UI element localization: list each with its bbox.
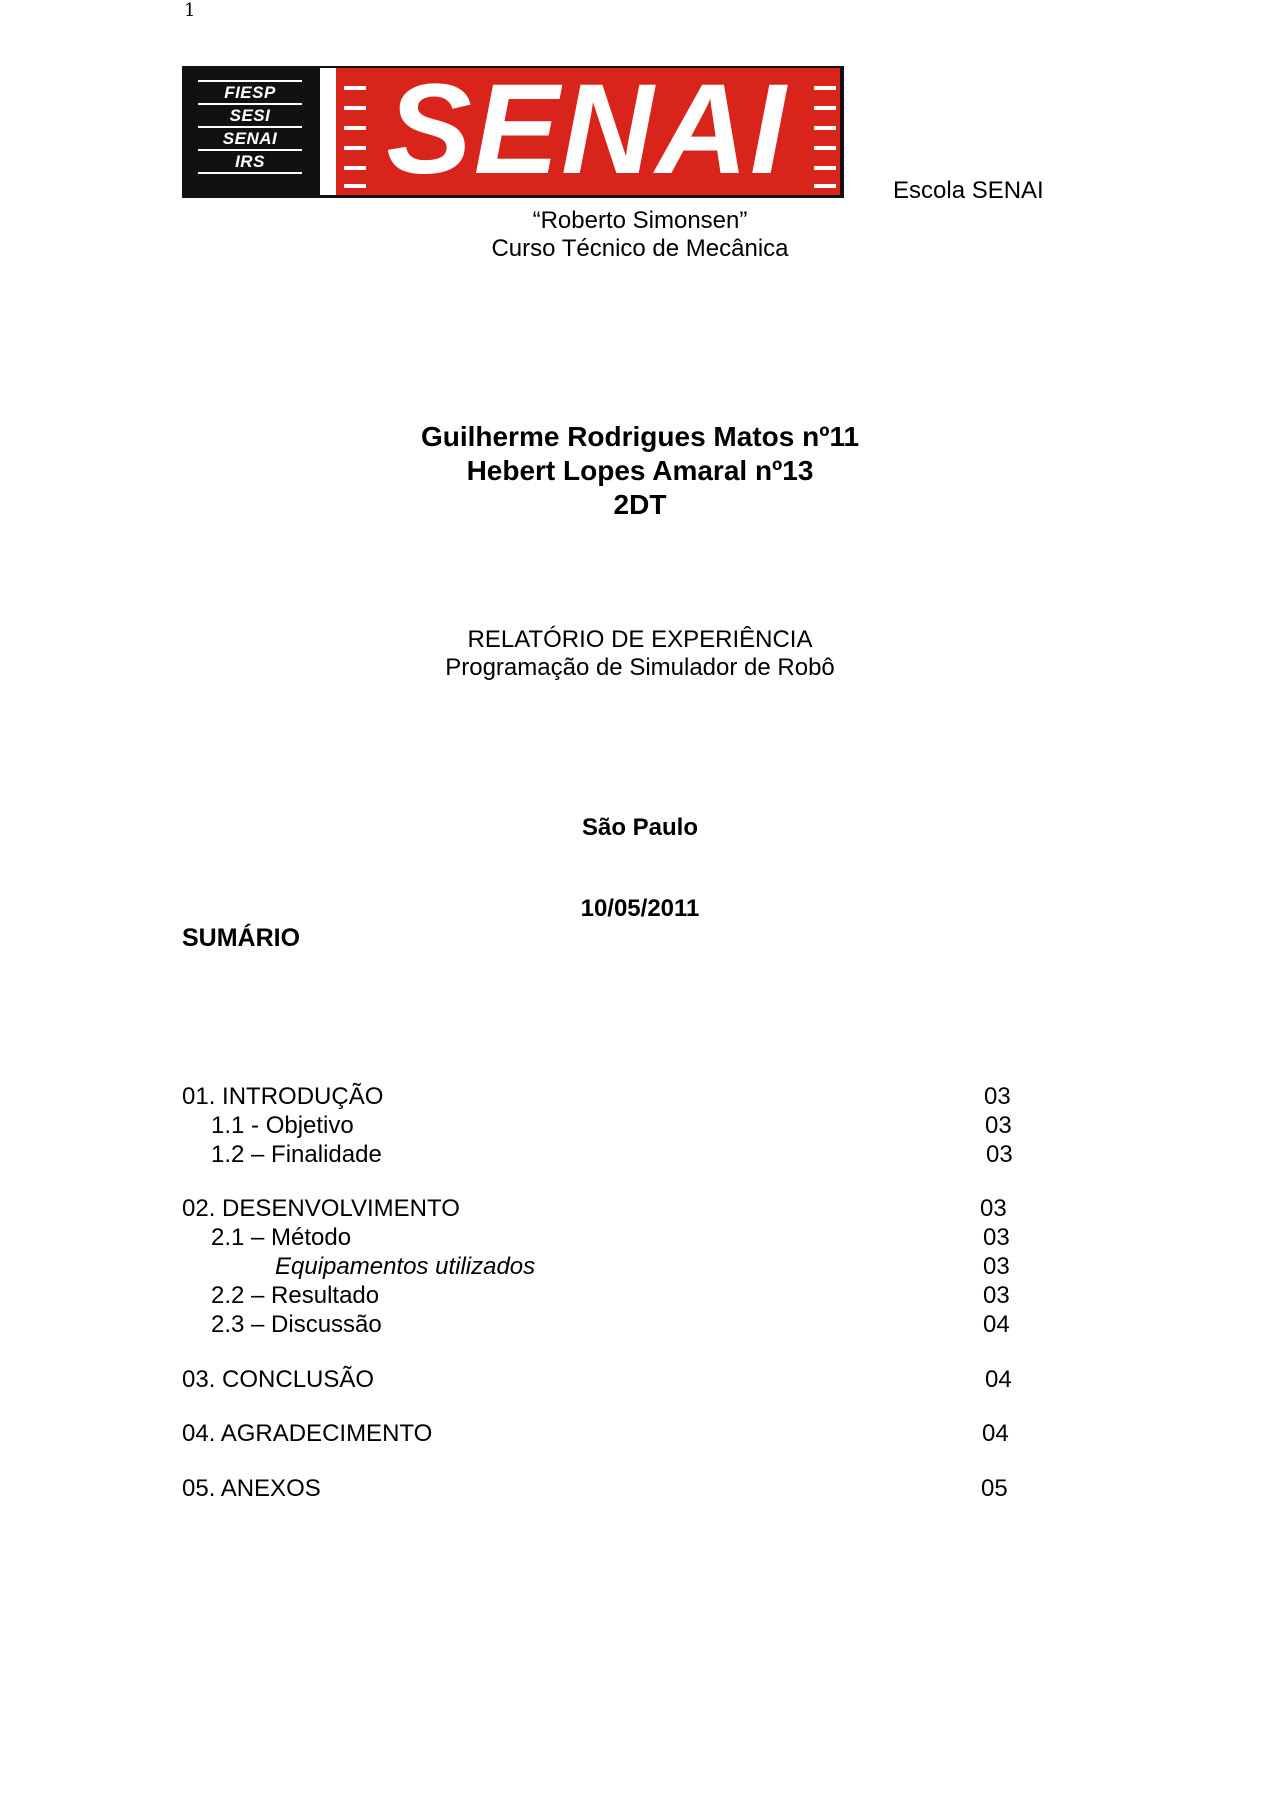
logo-word-irs: IRS [235, 152, 265, 171]
toc-entry-label: 01. INTRODUÇÃO [182, 1083, 384, 1110]
toc-entry-page: 04 [983, 1311, 1010, 1338]
toc-entry-page: 03 [983, 1282, 1010, 1309]
toc-title: SUMÁRIO [182, 924, 301, 952]
toc-entry-label: 2.3 – Discussão [211, 1311, 382, 1338]
toc-entry-page: 03 [985, 1112, 1012, 1139]
report-subtitle: Programação de Simulador de Robô [445, 654, 835, 681]
toc-entry-label: 04. AGRADECIMENTO [182, 1420, 433, 1447]
logo-white-bar [320, 68, 336, 195]
school-name: Escola SENAI [893, 177, 1044, 204]
school-subname: “Roberto Simonsen” [532, 207, 748, 234]
toc-entry-page: 03 [986, 1141, 1013, 1168]
logo-word-fiesp: FIESP [224, 83, 276, 102]
toc-entry-label: 1.2 – Finalidade [211, 1141, 382, 1168]
toc-entry-label: 2.2 – Resultado [211, 1282, 380, 1309]
toc-entry-label: 05. ANEXOS [182, 1475, 321, 1502]
toc-entry-label: Equipamentos utilizados [275, 1253, 536, 1280]
page-number: 1 [184, 0, 196, 21]
toc-entry-page: 05 [981, 1475, 1008, 1502]
course-name: Curso Técnico de Mecânica [491, 235, 789, 262]
report-title: RELATÓRIO DE EXPERIÊNCIA [467, 626, 813, 653]
toc-entry-page: 04 [982, 1420, 1009, 1447]
toc-entry-page: 04 [985, 1366, 1012, 1393]
toc-entry-label: 1.1 - Objetivo [211, 1112, 354, 1139]
senai-logo [182, 58, 844, 201]
class-name: 2DT [613, 489, 667, 520]
city: São Paulo [581, 814, 699, 841]
toc-entry-label: 2.1 – Método [211, 1224, 352, 1251]
logo-word-sesi: SESI [229, 106, 271, 125]
logo-big-text: SENAI [386, 58, 788, 201]
toc-entry-page: 03 [983, 1224, 1010, 1251]
author-1: Guilherme Rodrigues Matos nº11 [420, 421, 860, 452]
logo-word-senai: SENAI [222, 129, 278, 148]
toc-entry-label: 03. CONCLUSÃO [182, 1366, 375, 1393]
toc-entry-page: 03 [983, 1253, 1010, 1280]
date: 10/05/2011 [580, 895, 700, 922]
toc-entry-page: 03 [984, 1083, 1011, 1110]
toc-entry-label: 02. DESENVOLVIMENTO [182, 1195, 460, 1222]
author-2: Hebert Lopes Amaral nº13 [466, 455, 814, 486]
toc-entry-page: 03 [980, 1195, 1007, 1222]
logo-left-words [198, 80, 302, 174]
